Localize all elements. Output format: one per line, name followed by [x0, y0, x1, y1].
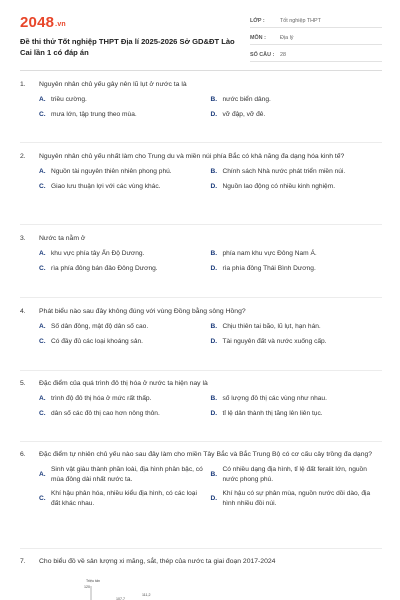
question-7	[20, 557, 382, 567]
chart-fragment	[72, 576, 192, 600]
question-divider	[20, 370, 382, 371]
option-c[interactable]: C. Khí hậu phân hóa, nhiều kiểu địa hình, có các loại đất khác nhau.	[39, 490, 197, 507]
option-c[interactable]: C. Giao lưu thuận lợi với các vùng khác.	[39, 182, 161, 190]
question-5	[20, 379, 382, 423]
question-divider	[20, 142, 382, 143]
option-d[interactable]: D. tỉ lệ dân thành thị tăng lên liên tục.	[210, 409, 323, 417]
options	[39, 465, 382, 508]
option-d[interactable]: D. vỡ đập, vỡ đê.	[210, 110, 266, 118]
question-text: Phát biểu nào sau đây không đúng với vùng Đồng bằng sông Hồng?	[39, 308, 246, 315]
question-number: 4.	[20, 308, 26, 315]
option-c[interactable]: C. rìa phía đông bán đảo Đông Dương.	[39, 264, 158, 272]
question-text: Đặc điểm tự nhiên chủ yếu nào sau đây làm cho miền Tây Bắc và Bắc Trung Bộ có cơ cấu cây trồng đa dạng?	[39, 451, 373, 458]
option-a[interactable]: A. Nguồn tài nguyên thiên nhiên phong phú.	[39, 168, 172, 175]
info-row-class	[250, 14, 382, 28]
options	[39, 95, 382, 119]
info-row-count	[250, 48, 382, 62]
question-3	[20, 234, 382, 278]
chart-y-tick: 120	[84, 585, 90, 589]
options	[39, 322, 382, 346]
option-b[interactable]: B. số lượng đô thị các vùng như nhau.	[210, 395, 327, 402]
question-number: 7.	[20, 558, 26, 565]
options	[39, 394, 382, 418]
question-4	[20, 307, 382, 351]
question-text: Đặc điểm của quá trình đô thị hóa ở nước ta hiện nay là	[39, 380, 208, 387]
info-row-subject	[250, 31, 382, 45]
question-1	[20, 80, 382, 124]
exam-info-panel	[250, 14, 382, 65]
info-label: SỐ CÂU :	[250, 51, 275, 58]
exam-title: Đề thi thử Tốt nghiệp THPT Địa lí 2025-2026 Sở GD&ĐT Lào Cai lần 1 có đáp án	[20, 37, 235, 57]
option-d[interactable]: D. rìa phía đông Thái Bình Dương.	[210, 264, 316, 272]
question-text: Cho biểu đồ về sản lượng xi măng, sắt, thép của nước ta giai đoạn 2017-2024	[39, 558, 276, 565]
option-b[interactable]: B. phía nam khu vực Đông Nam Á.	[210, 250, 317, 257]
chart-data-label: 111,2	[142, 593, 151, 597]
chart-data-label: 107,7	[116, 597, 125, 600]
options	[39, 249, 382, 273]
option-a[interactable]: A. Sinh vật giàu thành phần loài, địa hình phân bậc, có mùa đông dài nhất nước ta.	[39, 466, 203, 483]
question-text: Nước ta nằm ở	[39, 235, 86, 242]
question-divider	[20, 297, 382, 298]
question-divider	[20, 441, 382, 442]
info-label: LỚP :	[250, 17, 265, 24]
option-c[interactable]: C. Có đầy đủ các loại khoáng sản.	[39, 337, 144, 345]
chart-axis-label: Triệu tấn	[86, 579, 101, 583]
question-6	[20, 450, 382, 513]
header-divider	[20, 70, 382, 71]
option-b[interactable]: B. Chịu thiên tai bão, lũ lụt, hạn hán.	[210, 323, 321, 330]
question-text: Nguyên nhân chủ yếu gây nên lũ lụt ở nước ta là	[39, 81, 187, 88]
question-number: 2.	[20, 153, 26, 160]
site-logo[interactable]	[20, 14, 66, 31]
option-d[interactable]: D. Khí hậu có sự phân mùa, nguồn nước dồi dào, địa hình nhiều đồi núi.	[210, 490, 371, 507]
question-text: Nguyên nhân chủ yếu nhất làm cho Trung du và miền núi phía Bắc có khả năng đa dạng hóa kinh tế?	[39, 153, 345, 160]
info-value: Địa lý	[280, 34, 294, 41]
question-divider	[20, 548, 382, 549]
question-number: 5.	[20, 380, 26, 387]
option-a[interactable]: A. khu vực phía tây Ấn Độ Dương.	[39, 250, 145, 257]
info-value: 28	[280, 51, 286, 58]
option-a[interactable]: A. triều cường.	[39, 96, 87, 103]
logo-suffix: .vn	[55, 21, 66, 28]
option-a[interactable]: A. Số dân đông, mật độ dân số cao.	[39, 323, 149, 330]
info-label: MÔN :	[250, 34, 266, 41]
question-number: 1.	[20, 81, 26, 88]
logo-main: 2048	[20, 14, 55, 31]
question-divider	[20, 224, 382, 225]
question-number: 6.	[20, 451, 26, 458]
option-b[interactable]: B. Có nhiều dạng địa hình, tỉ lệ đất feralit lớn, nguồn nước phong phú.	[210, 466, 367, 483]
option-d[interactable]: D. Tài nguyên đất và nước xuống cấp.	[210, 337, 327, 345]
info-value: Tốt nghiệp THPT	[280, 17, 321, 24]
option-b[interactable]: B. Chính sách Nhà nước phát triển miền núi.	[210, 168, 346, 175]
option-c[interactable]: C. mưa lớn, tập trung theo mùa.	[39, 110, 137, 118]
option-d[interactable]: D. Nguồn lao động có nhiều kinh nghiệm.	[210, 182, 336, 190]
question-2	[20, 152, 382, 196]
option-b[interactable]: B. nước biển dâng.	[210, 96, 271, 103]
option-c[interactable]: C. dân số các đô thị cao hơn nông thôn.	[39, 409, 160, 417]
options	[39, 167, 382, 191]
option-a[interactable]: A. trình độ đô thị hóa ở mức rất thấp.	[39, 395, 152, 402]
question-number: 3.	[20, 235, 26, 242]
